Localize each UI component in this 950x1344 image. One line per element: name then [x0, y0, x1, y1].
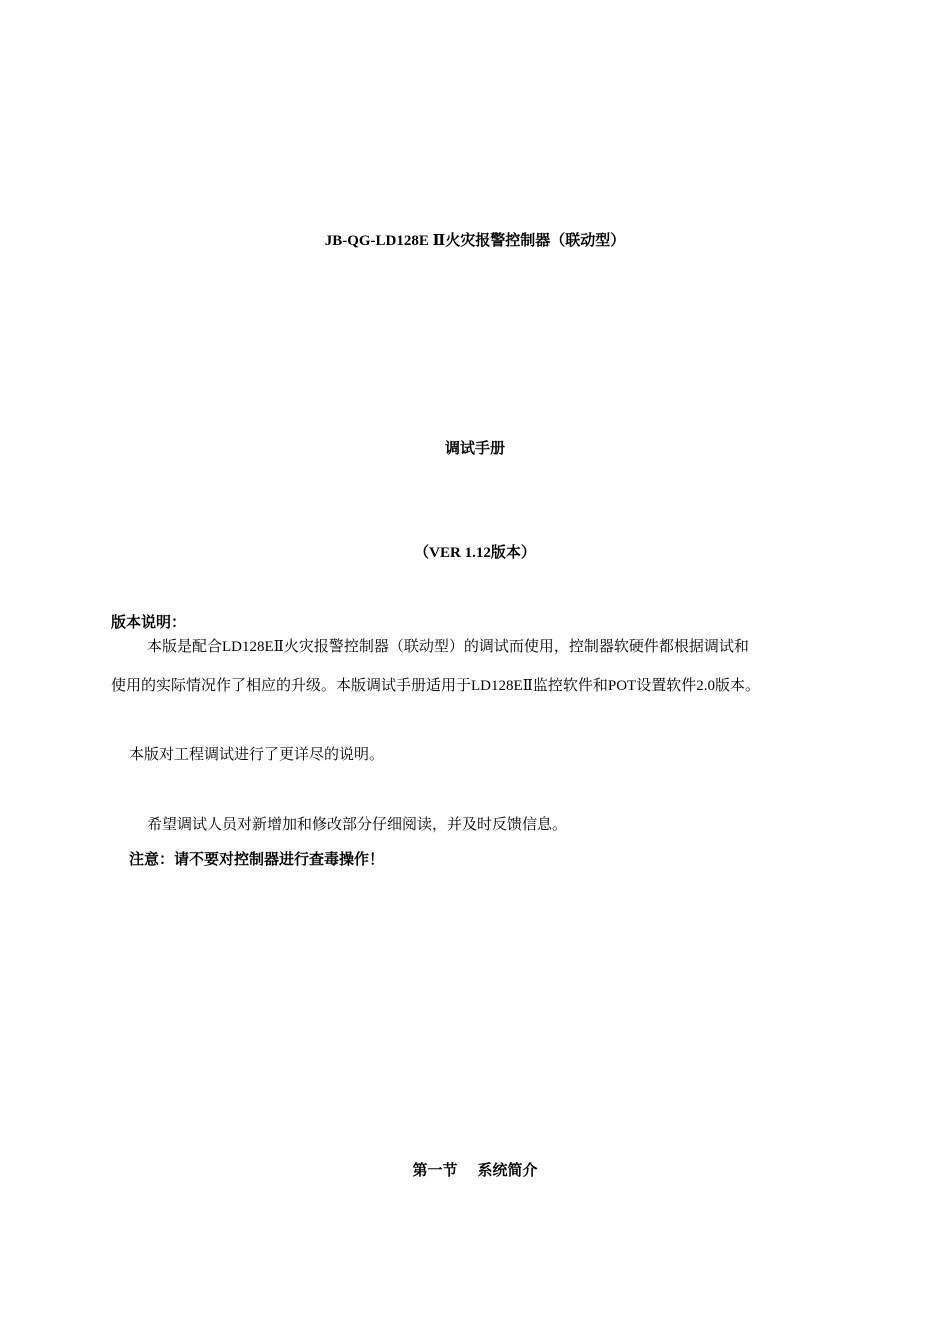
version-notes-paragraph-1-line-1: 本版是配合LD128EⅡ火灾报警控制器（联动型）的调试而使用，控制器软硬件都根据调试和: [147, 639, 749, 655]
document-title: JB-QG-LD128E Ⅱ火灾报警控制器（联动型）: [324, 233, 626, 249]
version-label: （VER 1.12版本）: [414, 545, 536, 561]
warning-notice: 注意：请不要对控制器进行查毒操作！: [129, 852, 385, 868]
manual-title: 调试手册: [444, 441, 505, 457]
version-notes-heading: 版本说明：: [111, 615, 187, 631]
section-title: 系统简介: [477, 1163, 538, 1179]
version-notes-paragraph-1-line-2: 使用的实际情况作了相应的升级。本版调试手册适用于LD128EⅡ监控软件和POT设置软件2.0版本。: [111, 678, 760, 694]
version-notes-paragraph-2: 本版对工程调试进行了更详尽的说明。: [129, 747, 385, 763]
version-notes-paragraph-3: 希望调试人员对新增加和修改部分仔细阅读，并及时反馈信息。: [147, 817, 568, 833]
section-number: 第一节: [412, 1163, 458, 1179]
section-heading: [0, 1161, 950, 1181]
